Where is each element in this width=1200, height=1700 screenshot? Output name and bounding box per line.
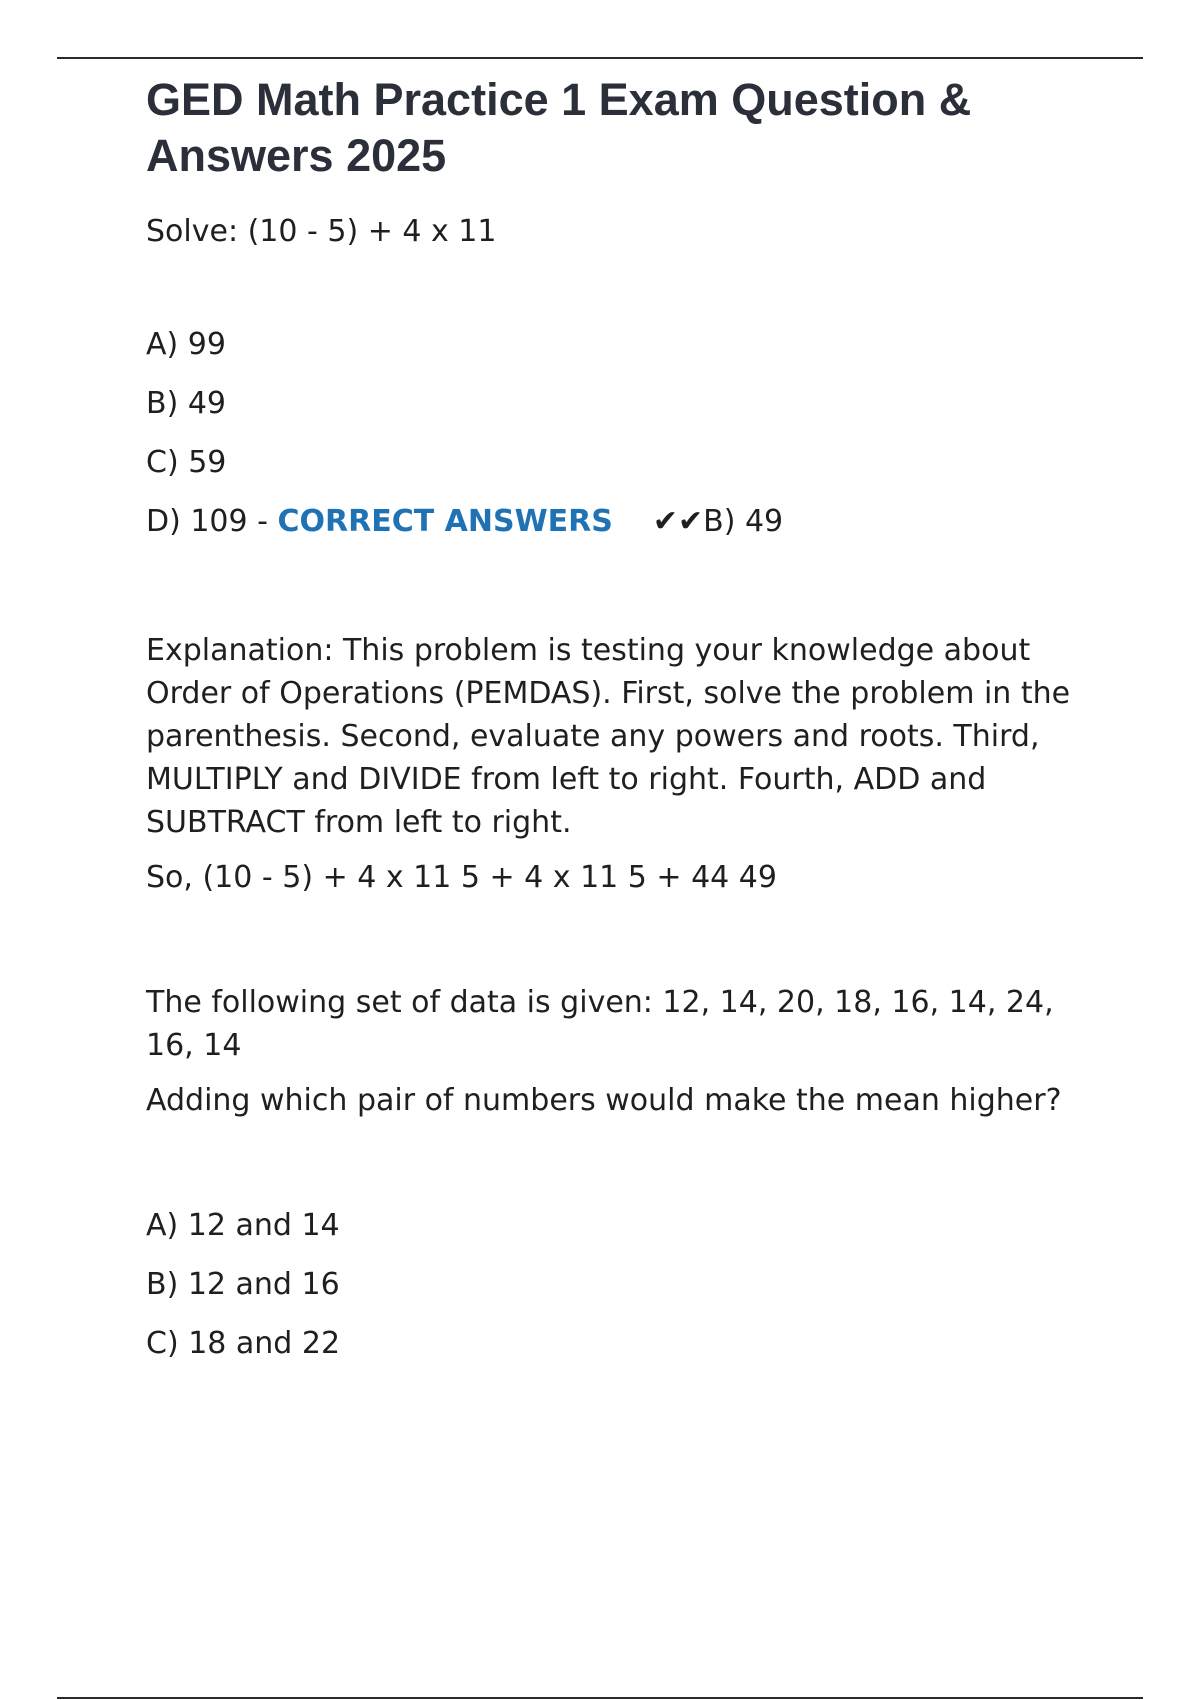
q1-option-a: A) 99 [146,327,226,362]
document-page [146,72,1086,1381]
bottom-rule [57,1697,1143,1699]
q1-option-d-row [146,500,1086,543]
question-2-prompt: The following set of data is given: 12, 14, 20, 18, 16, 14, 24, 16, 14 [146,985,1054,1063]
q1-option-c: C) 59 [146,445,227,480]
q1-explanation: Explanation: This problem is testing your knowledge about Order of Operations (PEMDAS). First, solve the problem in the parenthesis. Second, evaluate any powers and roots. Third, MULTIPLY and DIVIDE from left to right. Fourth, ADD and SUBTRACT from left to right. [146,633,1071,840]
question-1-prompt: Solve: (10 - 5) + 4 x 11 [146,214,497,249]
correct-answers-label: CORRECT ANSWERS [277,504,613,539]
question-2-subprompt: Adding which pair of numbers would make the mean higher? [146,1083,1062,1118]
q1-option-b: B) 49 [146,386,226,421]
q1-correct-answer: ✔✔B) 49 [652,504,784,539]
document-title: GED Math Practice 1 Exam Question & Answers 2025 [146,74,972,181]
top-rule [57,57,1143,59]
q2-option-b: B) 12 and 16 [146,1267,340,1302]
q1-working: So, (10 - 5) + 4 x 11 5 + 4 x 11 5 + 44 49 [146,860,777,895]
q2-option-c: C) 18 and 22 [146,1326,341,1361]
q2-option-a: A) 12 and 14 [146,1208,340,1243]
q1-option-d: D) 109 - [146,504,278,539]
